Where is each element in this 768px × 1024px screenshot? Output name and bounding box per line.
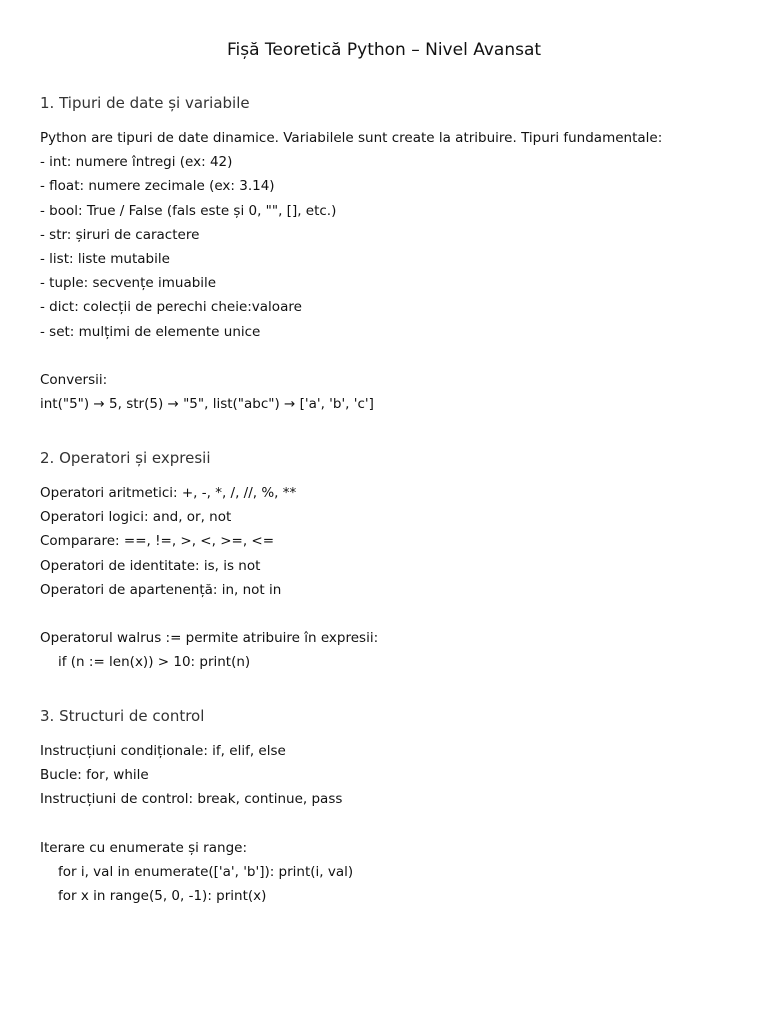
code-line: for i, val in enumerate(['a', 'b']): print(i, val): [58, 864, 354, 880]
code-line: if (n := len(x)) > 10: print(n): [58, 654, 251, 671]
section-data-types: [40, 92, 740, 416]
text-line: Operatori de apartenență: in, not in: [40, 581, 282, 598]
text-line: - set: mulțimi de elemente unice: [40, 323, 261, 340]
text-line: Operatorul walrus := permite atribuire în expresii:: [40, 630, 379, 647]
text-line: Iterare cu enumerate și range:: [40, 839, 247, 856]
section-heading: 2. Operatori și expresii: [40, 449, 211, 467]
text-line: - tuple: secvențe imuabile: [40, 275, 217, 292]
blank-line: [40, 344, 740, 368]
text-line: Instrucțiuni condiționale: if, elif, else: [40, 743, 286, 759]
text-line: Operatori de identitate: is, is not: [40, 557, 261, 574]
text-line: - str: șiruri de caractere: [40, 226, 200, 243]
section-operators: [40, 447, 740, 675]
code-line: for x in range(5, 0, -1): print(x): [58, 888, 267, 905]
document-title: Fișă Teoretică Python – Nivel Avansat: [226, 40, 542, 60]
section-heading: 1. Tipuri de date și variabile: [40, 94, 250, 112]
text-line: Python are tipuri de date dinamice. Variabilele sunt create la atribuire. Tipuri fundamentale:: [40, 130, 663, 146]
text-line: Conversii:: [40, 372, 108, 389]
text-line: int("5") → 5, str(5) → "5", list("abc") → ['a', 'b', 'c']: [40, 396, 374, 413]
text-line: - float: numere zecimale (ex: 3.14): [40, 178, 275, 195]
section-control-structures: [40, 705, 740, 908]
text-line: Instrucțiuni de control: break, continue, pass: [40, 791, 343, 808]
blank-line: [40, 812, 740, 836]
section-heading: 3. Structuri de control: [40, 707, 205, 725]
blank-line: [40, 602, 740, 626]
text-line: Operatori aritmetici: +, -, *, /, //, %, **: [40, 485, 297, 501]
text-line: Operatori logici: and, or, not: [40, 509, 232, 526]
text-line: - int: numere întregi (ex: 42): [40, 154, 233, 171]
text-line: - dict: colecții de perechi cheie:valoare: [40, 299, 302, 316]
text-line: - list: liste mutabile: [40, 251, 170, 268]
text-line: - bool: True / False (fals este și 0, "", [], etc.): [40, 202, 337, 219]
text-line: Bucle: for, while: [40, 767, 149, 784]
text-line: Comparare: ==, !=, >, <, >=, <=: [40, 533, 275, 550]
